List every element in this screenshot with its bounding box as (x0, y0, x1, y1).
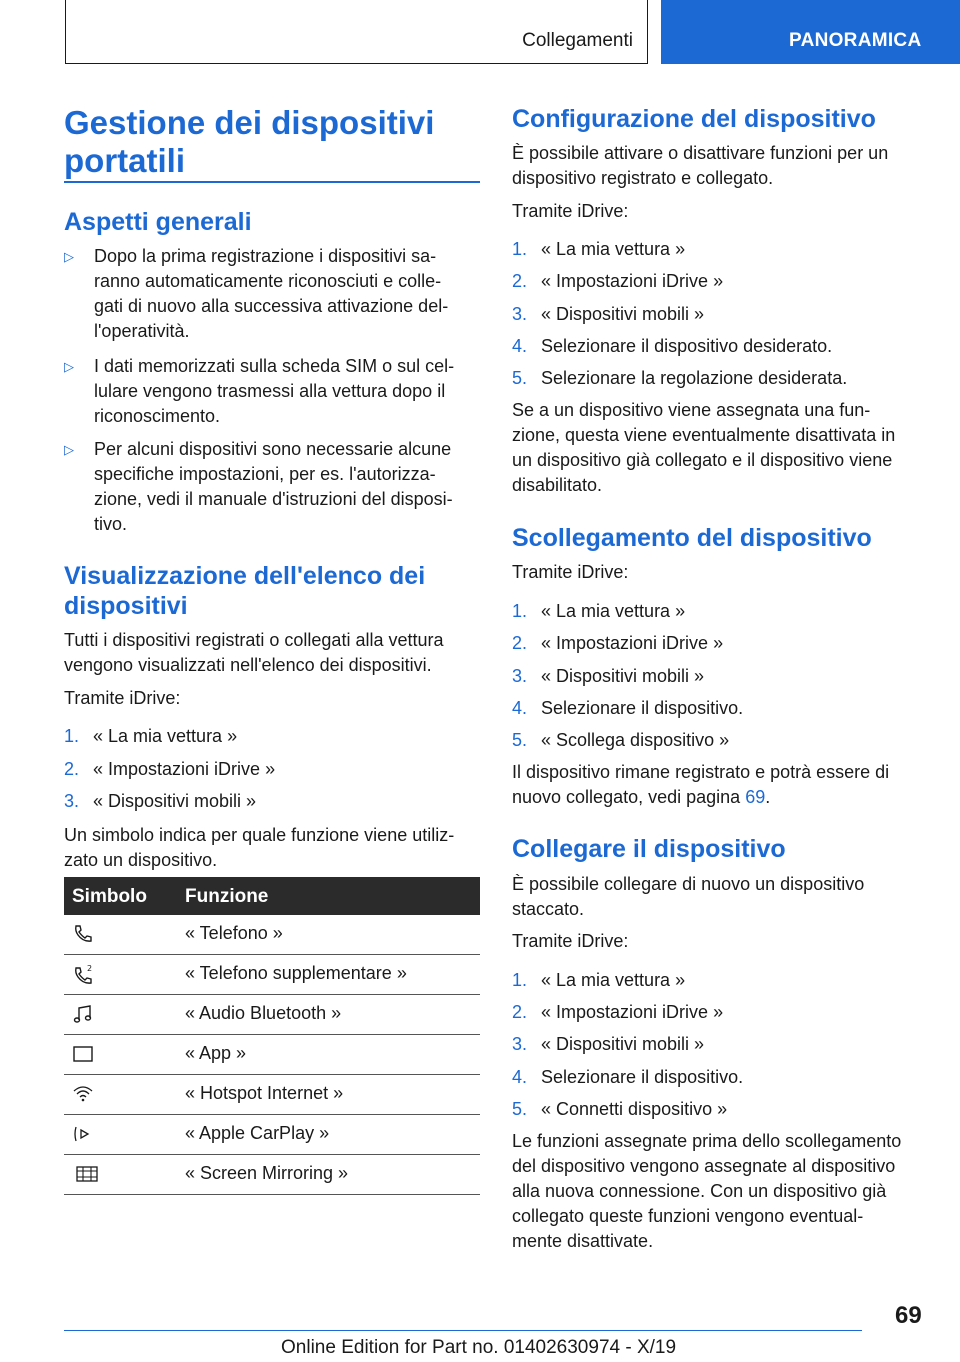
step-text: « Impostazioni iDrive » (541, 1002, 724, 1022)
step-text: « Connetti dispositivo » (541, 1099, 728, 1119)
step-text: Selezionare il dispositivo. (541, 1067, 744, 1087)
function-label: « Screen Mirroring » (185, 1163, 349, 1183)
header-tab-label: PANORAMICA (789, 30, 922, 51)
title-rule (64, 181, 480, 183)
phone-2-icon (72, 963, 94, 985)
table-row (64, 1115, 480, 1155)
triangle-bullet-icon: ▷ (64, 359, 74, 374)
step-number: 5. (512, 368, 528, 388)
table-row (64, 1035, 480, 1075)
step-number: 3. (512, 304, 528, 324)
triangle-bullet-icon: ▷ (64, 249, 74, 264)
paragraph-line (512, 785, 932, 810)
step-text: « Dispositivi mobili » (93, 791, 257, 811)
config-paragraph (512, 141, 928, 191)
page-title-line-2: portatili (64, 142, 185, 179)
step-text: Selezionare il dispositivo. (541, 698, 744, 718)
step-number: 2. (512, 1002, 528, 1022)
paragraph-line: disabilitato. (512, 475, 603, 495)
bullet-line: I dati memorizzati sulla scheda SIM o sul cel- (94, 356, 455, 376)
function-label: « Hotspot Internet » (185, 1083, 344, 1103)
idrive-label: Tramite iDrive: (64, 688, 181, 708)
music-note-icon (72, 1003, 94, 1025)
step-number: 2. (512, 633, 528, 653)
step-text: « Impostazioni iDrive » (541, 633, 724, 653)
paragraph-line: mente disattivate. (512, 1231, 654, 1251)
paragraph-line: staccato. (512, 899, 585, 919)
paragraph-line: È possibile collegare di nuovo un dispositivo (512, 874, 865, 894)
assign-paragraph (512, 398, 932, 498)
step-number: 1. (64, 726, 80, 746)
step-text: « La mia vettura » (541, 601, 686, 621)
table-header (64, 877, 480, 915)
footer-rule (64, 1330, 862, 1331)
paragraph-line: Un simbolo indica per quale funzione viene utiliz- (64, 825, 455, 845)
heading-line: Visualizzazione dell'elenco dei (64, 562, 426, 590)
svg-text:2: 2 (87, 964, 93, 973)
screen-mirroring-icon (72, 1163, 102, 1185)
paragraph-line: Il dispositivo rimane registrato e potrà essere di (512, 762, 890, 782)
heading-line: dispositivi (64, 592, 188, 620)
step-text: « Dispositivi mobili » (541, 304, 705, 324)
step-text: « Scollega dispositivo » (541, 730, 730, 750)
step-number: 4. (512, 698, 528, 718)
paragraph-line: del dispositivo vengono assegnate al dispositivo (512, 1156, 896, 1176)
idrive-label: Tramite iDrive: (512, 931, 629, 951)
column-header-symbol: Simbolo (72, 886, 147, 907)
bullet-line: l'operatività. (94, 321, 190, 341)
table-row (64, 1155, 480, 1195)
step-text: « La mia vettura » (93, 726, 238, 746)
paragraph-text: . (765, 787, 771, 807)
table-row (64, 1075, 480, 1115)
function-label: « Telefono » (185, 923, 283, 943)
app-icon (72, 1043, 94, 1065)
triangle-bullet-icon: ▷ (64, 442, 74, 457)
final-paragraph (512, 1129, 932, 1254)
step-number: 4. (512, 1067, 528, 1087)
paragraph-line: Se a un dispositivo viene assegnata una fun- (512, 400, 871, 420)
step-number: 3. (512, 666, 528, 686)
idrive-label: Tramite iDrive: (512, 201, 629, 221)
bullet-line: ranno automaticamente riconosciuti e colle- (94, 271, 442, 291)
heading-device-list (64, 561, 425, 621)
paragraph-line: dispositivo registrato e collegato. (512, 168, 774, 188)
step-number: 3. (64, 791, 80, 811)
bullet-line: Per alcuni dispositivi sono necessarie alcune (94, 439, 452, 459)
paragraph-line: zione, questa viene eventualmente disattivata in (512, 425, 896, 445)
paragraph-text: nuovo collegato, vedi pagina (512, 787, 746, 807)
idrive-label: Tramite iDrive: (512, 562, 629, 582)
page-number: 69 (895, 1302, 922, 1329)
page-title-line-1: Gestione dei dispositivi (64, 104, 435, 141)
step-text: « Dispositivi mobili » (541, 1034, 705, 1054)
step-text: « Impostazioni iDrive » (93, 759, 276, 779)
connect-paragraph (512, 872, 928, 922)
phone-icon (72, 923, 94, 945)
page-title (64, 104, 434, 180)
bullet-line: specifiche impostazioni, per es. l'autorizza- (94, 464, 436, 484)
bullet-line: tivo. (94, 514, 128, 534)
paragraph-line: Le funzioni assegnate prima dello scollegamento (512, 1131, 902, 1151)
bullet-line: gati di nuovo alla successiva attivazione del- (94, 296, 449, 316)
table-row (64, 915, 480, 955)
paragraph-line: È possibile attivare o disattivare funzioni per un (512, 143, 889, 163)
heading-connect: Collegare il dispositivo (512, 835, 786, 863)
step-text: Selezionare la regolazione desiderata. (541, 368, 848, 388)
step-number: 2. (64, 759, 80, 779)
page-link[interactable]: 69 (745, 787, 766, 807)
step-number: 3. (512, 1034, 528, 1054)
header-section-label: Collegamenti (522, 30, 633, 51)
symbol-table (64, 877, 480, 1195)
paragraph-line: zato un dispositivo. (64, 850, 218, 870)
heading-general: Aspetti generali (64, 208, 252, 236)
carplay-icon (72, 1123, 94, 1145)
step-text: « La mia vettura » (541, 239, 686, 259)
paragraph-line: Tutti i dispositivi registrati o collegati alla vettura (64, 630, 444, 650)
paragraph-line: alla nuova connessione. Con un dispositivo già (512, 1181, 887, 1201)
step-number: 1. (512, 239, 528, 259)
step-text: « Dispositivi mobili » (541, 666, 705, 686)
header-tab[interactable] (661, 0, 960, 64)
step-text: « Impostazioni iDrive » (541, 271, 724, 291)
symbol-paragraph (64, 823, 480, 873)
step-number: 4. (512, 336, 528, 356)
table-row (64, 995, 480, 1035)
function-label: « Telefono supplementare » (185, 963, 407, 983)
header-section-box (65, 0, 648, 64)
step-text: Selezionare il dispositivo desiderato. (541, 336, 833, 356)
remains-paragraph (512, 760, 932, 810)
step-number: 2. (512, 271, 528, 291)
paragraph-line: un dispositivo già collegato e il dispositivo viene (512, 450, 893, 470)
function-label: « App » (185, 1043, 247, 1063)
bullet-line: zione, vedi il manuale d'istruzioni del disposi- (94, 489, 453, 509)
step-text: « La mia vettura » (541, 970, 686, 990)
heading-disconnect: Scollegamento del dispositivo (512, 524, 872, 552)
function-label: « Apple CarPlay » (185, 1123, 330, 1143)
step-number: 5. (512, 730, 528, 750)
step-number: 5. (512, 1099, 528, 1119)
wifi-icon (72, 1083, 94, 1105)
paragraph-line: vengono visualizzati nell'elenco dei dispositivi. (64, 655, 432, 675)
step-number: 1. (512, 601, 528, 621)
step-number: 1. (512, 970, 528, 990)
column-header-function: Funzione (185, 886, 269, 907)
table-row (64, 955, 480, 995)
bullet-line: riconoscimento. (94, 406, 221, 426)
paragraph-line: collegato queste funzioni vengono eventual- (512, 1206, 864, 1226)
bullet-line: lulare vengono trasmessi alla vettura dopo il (94, 381, 446, 401)
function-label: « Audio Bluetooth » (185, 1003, 342, 1023)
bullet-line: Dopo la prima registrazione i dispositivi sa- (94, 246, 437, 266)
footer-edition: Online Edition for Part no. 01402630974 - X/19 (281, 1337, 677, 1358)
device-list-paragraph (64, 628, 480, 678)
heading-configuration: Configurazione del dispositivo (512, 105, 876, 133)
